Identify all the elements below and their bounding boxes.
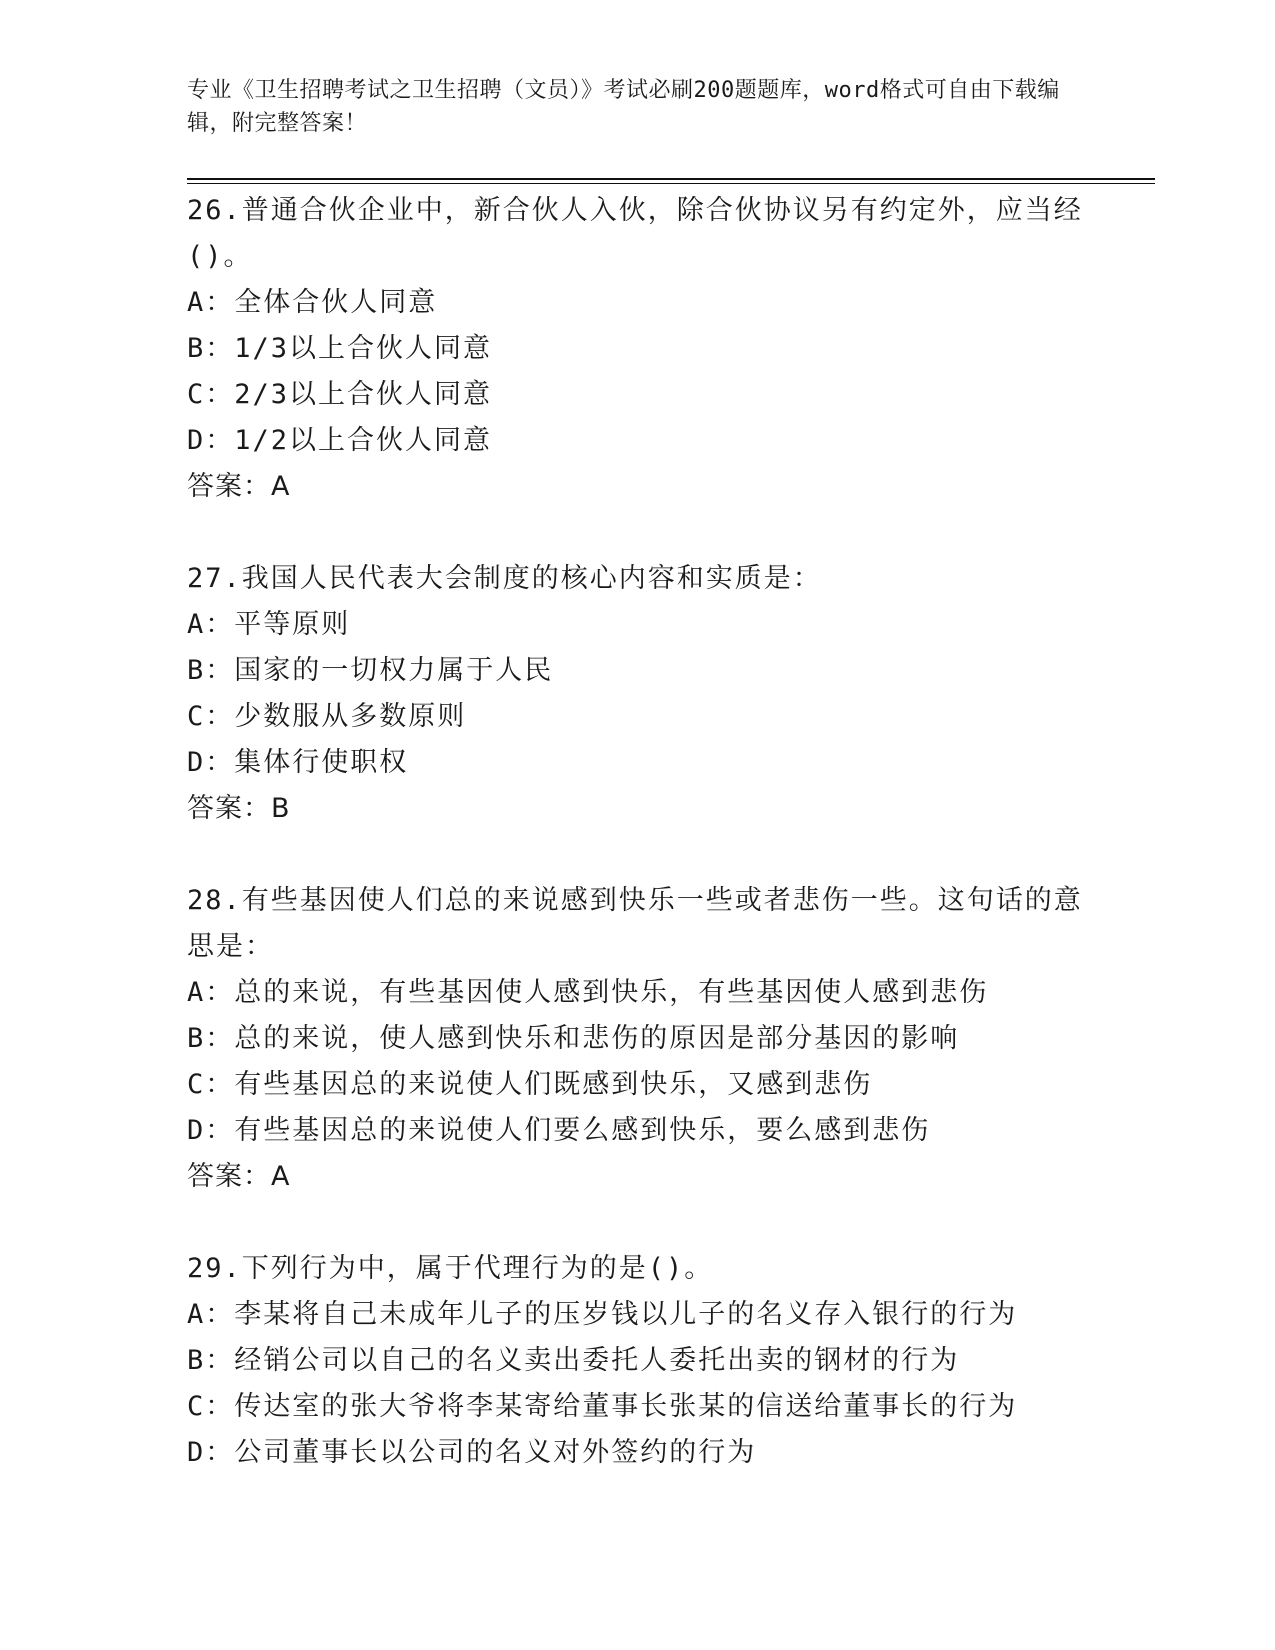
- option-d: D：1/2以上合伙人同意: [187, 425, 493, 456]
- option-b: B：总的来说，使人感到快乐和悲伤的原因是部分基因的影响: [187, 1023, 960, 1054]
- option-c: C：2/3以上合伙人同意: [187, 379, 493, 410]
- answer-line: 答案：A: [187, 1161, 291, 1192]
- answer-line: 答案：A: [187, 471, 291, 502]
- option-a: A：全体合伙人同意: [187, 287, 438, 318]
- question-stem: 28.有些基因使人们总的来说感到快乐一些或者悲伤一些。这句话的意思是：: [187, 885, 1083, 962]
- option-a: A：平等原则: [187, 609, 351, 640]
- question-list: [187, 188, 1087, 1476]
- question-29: [187, 1246, 1087, 1476]
- question-28: [187, 878, 1087, 1200]
- question-stem: 26.普通合伙企业中，新合伙人入伙，除合伙协议另有约定外，应当经()。: [187, 195, 1083, 272]
- option-d: D：有些基因总的来说使人们要么感到快乐，要么感到悲伤: [187, 1115, 931, 1146]
- document-header: 专业《卫生招聘考试之卫生招聘（文员）》考试必刷200题题库，word格式可自由下载编辑，附完整答案！: [187, 78, 1060, 136]
- question-26: [187, 188, 1087, 510]
- answer-line: 答案：B: [187, 793, 291, 824]
- question-stem: 27.我国人民代表大会制度的核心内容和实质是：: [187, 563, 822, 594]
- option-d: D：集体行使职权: [187, 747, 409, 778]
- header-divider-thick: [187, 178, 1155, 180]
- header-divider-thin: [187, 183, 1155, 184]
- option-c: C：传达室的张大爷将李某寄给董事长张某的信送给董事长的行为: [187, 1391, 1018, 1422]
- question-27: [187, 556, 1087, 832]
- option-a: A：总的来说，有些基因使人感到快乐，有些基因使人感到悲伤: [187, 977, 989, 1008]
- option-c: C：有些基因总的来说使人们既感到快乐，又感到悲伤: [187, 1069, 873, 1100]
- option-a: A：李某将自己未成年儿子的压岁钱以儿子的名义存入银行的行为: [187, 1299, 1018, 1330]
- option-b: B：国家的一切权力属于人民: [187, 655, 554, 686]
- option-c: C：少数服从多数原则: [187, 701, 467, 732]
- option-b: B：经销公司以自己的名义卖出委托人委托出卖的钢材的行为: [187, 1345, 960, 1376]
- option-b: B：1/3以上合伙人同意: [187, 333, 493, 364]
- question-stem: 29.下列行为中，属于代理行为的是()。: [187, 1253, 714, 1284]
- option-d: D：公司董事长以公司的名义对外签约的行为: [187, 1437, 757, 1468]
